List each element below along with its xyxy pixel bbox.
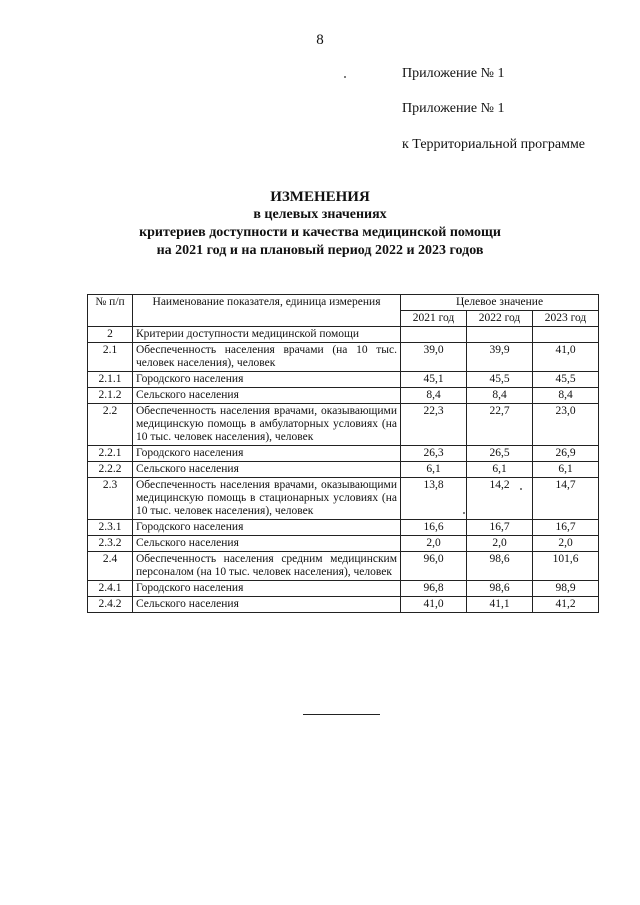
row-name: Обеспеченность населения врачами (на 10 тыс. человек населения), человек xyxy=(133,343,401,372)
row-value-2023: 41,0 xyxy=(533,343,599,372)
row-value-2022: 2,0 xyxy=(467,536,533,552)
row-num: 2.1 xyxy=(88,343,133,372)
row-name: Сельского населения xyxy=(133,462,401,478)
row-name: Обеспеченность населения средним медицинским персоналом (на 10 тыс. человек населения), человек xyxy=(133,552,401,581)
row-num: 2.4.2 xyxy=(88,597,133,613)
row-value-2022: 39,9 xyxy=(467,343,533,372)
row-value-2023: 26,9 xyxy=(533,446,599,462)
row-value-2023: 98,9 xyxy=(533,581,599,597)
row-name: Городского населения xyxy=(133,520,401,536)
row-num: 2 xyxy=(88,327,133,343)
footer-divider xyxy=(303,714,380,715)
row-name: Городского населения xyxy=(133,446,401,462)
row-value-2023: 2,0 xyxy=(533,536,599,552)
title-line-2: в целевых значениях xyxy=(253,207,387,222)
row-num: 2.4.1 xyxy=(88,581,133,597)
row-value-2023: 23,0 xyxy=(533,404,599,446)
row-value-2022: 16,7 xyxy=(467,520,533,536)
row-value-2021: 6,1 xyxy=(401,462,467,478)
row-value-2023: 8,4 xyxy=(533,388,599,404)
row-value-2021: 16,6 xyxy=(401,520,467,536)
page-number: 8 xyxy=(316,32,324,48)
row-value-2021: 45,1 xyxy=(401,372,467,388)
row-num: 2.4 xyxy=(88,552,133,581)
scan-speck xyxy=(344,76,346,78)
row-value-2022: 22,7 xyxy=(467,404,533,446)
row-value-2022: 26,5 xyxy=(467,446,533,462)
row-value-2021 xyxy=(401,327,467,343)
row-value-2021: 26,3 xyxy=(401,446,467,462)
table-row xyxy=(88,372,599,388)
row-value-2022: 8,4 xyxy=(467,388,533,404)
row-value-2021: 22,3 xyxy=(401,404,467,446)
row-name: Городского населения xyxy=(133,372,401,388)
row-num: 2.2 xyxy=(88,404,133,446)
row-value-2022: 41,1 xyxy=(467,597,533,613)
title-line-1: ИЗМЕНЕНИЯ xyxy=(270,189,370,205)
table-row xyxy=(88,597,599,613)
row-num: 2.2.1 xyxy=(88,446,133,462)
appendix-line-1: Приложение № 1 xyxy=(402,66,505,81)
row-value-2022: 6,1 xyxy=(467,462,533,478)
header-year-2022: 2022 год xyxy=(467,311,533,327)
table-row xyxy=(88,536,599,552)
header-name: Наименование показателя, единица измерения xyxy=(133,295,401,327)
row-value-2021: 96,0 xyxy=(401,552,467,581)
row-name: Критерии доступности медицинской помощи xyxy=(133,327,401,343)
document-title xyxy=(0,188,640,260)
scan-speck xyxy=(463,512,465,514)
table-row xyxy=(88,343,599,372)
row-name: Сельского населения xyxy=(133,597,401,613)
row-num: 2.3 xyxy=(88,478,133,520)
table-row xyxy=(88,478,599,520)
scan-speck xyxy=(520,488,522,490)
row-value-2023: 101,6 xyxy=(533,552,599,581)
table-row xyxy=(88,520,599,536)
title-line-3: критериев доступности и качества медицинской помощи xyxy=(139,225,501,240)
row-name: Сельского населения xyxy=(133,536,401,552)
row-name: Обеспеченность населения врачами, оказывающими медицинскую помощь в амбулаторных условиях (на 10 тыс. человек населения), человек xyxy=(133,404,401,446)
row-value-2023: 45,5 xyxy=(533,372,599,388)
row-num: 2.3.1 xyxy=(88,520,133,536)
row-num: 2.1.1 xyxy=(88,372,133,388)
table-row xyxy=(88,327,599,343)
row-value-2023: 6,1 xyxy=(533,462,599,478)
row-value-2022: 98,6 xyxy=(467,552,533,581)
row-value-2021: 8,4 xyxy=(401,388,467,404)
table-row xyxy=(88,462,599,478)
target-values-table xyxy=(87,294,599,613)
row-value-2023: 14,7 xyxy=(533,478,599,520)
row-name: Сельского населения xyxy=(133,388,401,404)
table-row xyxy=(88,446,599,462)
row-name: Обеспеченность населения врачами, оказывающими медицинскую помощь в стационарных условиях (на 10 тыс. человек населения), человек xyxy=(133,478,401,520)
row-value-2021: 13,8 xyxy=(401,478,467,520)
row-value-2023: 16,7 xyxy=(533,520,599,536)
row-value-2021: 41,0 xyxy=(401,597,467,613)
header-year-2023: 2023 год xyxy=(533,311,599,327)
row-value-2021: 39,0 xyxy=(401,343,467,372)
appendix-line-3: к Территориальной программе xyxy=(402,137,586,152)
row-num: 2.2.2 xyxy=(88,462,133,478)
title-line-4: на 2021 год и на плановый период 2022 и 2023 годов xyxy=(156,243,484,258)
row-value-2021: 96,8 xyxy=(401,581,467,597)
row-num: 2.3.2 xyxy=(88,536,133,552)
row-value-2022 xyxy=(467,327,533,343)
row-value-2022: 14,2 xyxy=(467,478,533,520)
table-row xyxy=(88,388,599,404)
row-num: 2.1.2 xyxy=(88,388,133,404)
header-target: Целевое значение xyxy=(401,295,599,311)
table-row xyxy=(88,404,599,446)
row-name: Городского населения xyxy=(133,581,401,597)
row-value-2021: 2,0 xyxy=(401,536,467,552)
row-value-2023 xyxy=(533,327,599,343)
appendix-line-2: Приложение № 1 xyxy=(402,101,505,116)
header-year-2021: 2021 год xyxy=(401,311,467,327)
header-num: № п/п xyxy=(88,295,133,327)
row-value-2022: 45,5 xyxy=(467,372,533,388)
row-value-2023: 41,2 xyxy=(533,597,599,613)
table-row xyxy=(88,581,599,597)
table-row xyxy=(88,552,599,581)
row-value-2022: 98,6 xyxy=(467,581,533,597)
